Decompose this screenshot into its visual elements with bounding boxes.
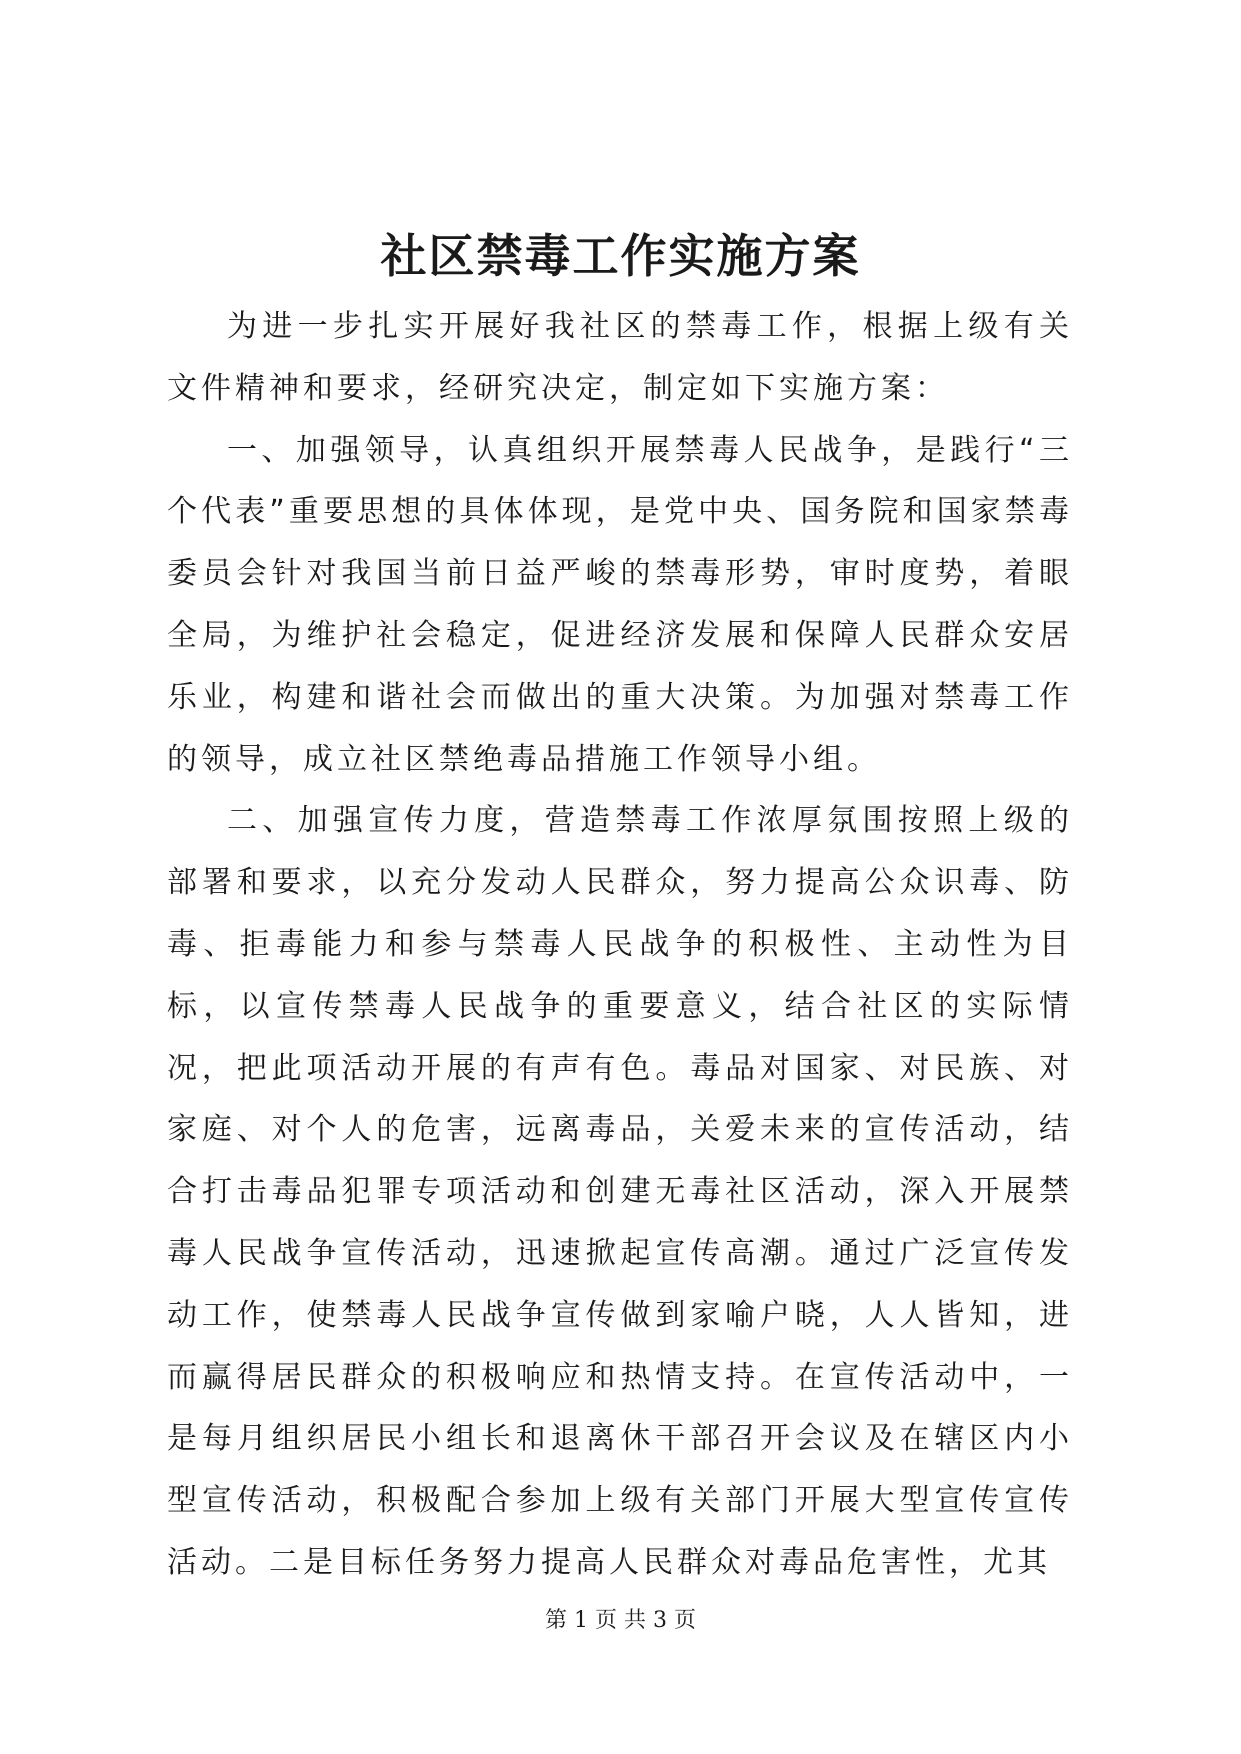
page-footer: 第 1 页 共 3 页 bbox=[545, 1608, 696, 1633]
document-title: 社区禁毒工作实施方案 bbox=[380, 229, 861, 283]
paragraph-intro: 为进一步扎实开展好我社区的禁毒工作，根据上级有关文件精神和要求，经研究决定，制定如下实施方案： bbox=[167, 309, 1073, 406]
paragraph-section-two: 二、加强宣传力度，营造禁毒工作浓厚氛围按照上级的部署和要求，以充分发动人民群众，努力提高公众识毒、防毒、拒毒能力和参与禁毒人民战争的积极性、主动性为目标，以宣传禁毒人民战争的重要意义，结合社区的实际情况，把此项活动开展的有声有色。毒品对国家、对民族、对家庭、对个人的危害，远离毒品，关爱未来的宣传活动，结合打击毒品犯罪专项活动和创建无毒社区活动，深入开展禁毒人民战争宣传活动，迅速掀起宣传高潮。通过广泛宣传发动工作，使禁毒人民战争宣传做到家喻户晓，人人皆知，进而赢得居民群众的积极响应和热情支持。在宣传活动中，一是每月组织居民小组长和退离休干部召开会议及在辖区内小型宣传活动，积极配合参加上级有关部门开展大型宣传宣传活动。二是目标任务努力提高人民群众对毒品危害性，尤其 bbox=[167, 803, 1073, 1580]
paragraph-section-one: 一、加强领导，认真组织开展禁毒人民战争，是践行“三个代表”重要思想的具体体现，是党中央、国务院和国家禁毒委员会针对我国当前日益严峻的禁毒形势，审时度势，着眼全局，为维护社会稳定，促进经济发展和保障人民群众安居乐业，构建和谐社会而做出的重大决策。为加强对禁毒工作的领导，成立社区禁绝毒品措施工作领导小组。 bbox=[167, 432, 1073, 777]
document-body bbox=[167, 296, 1073, 1594]
